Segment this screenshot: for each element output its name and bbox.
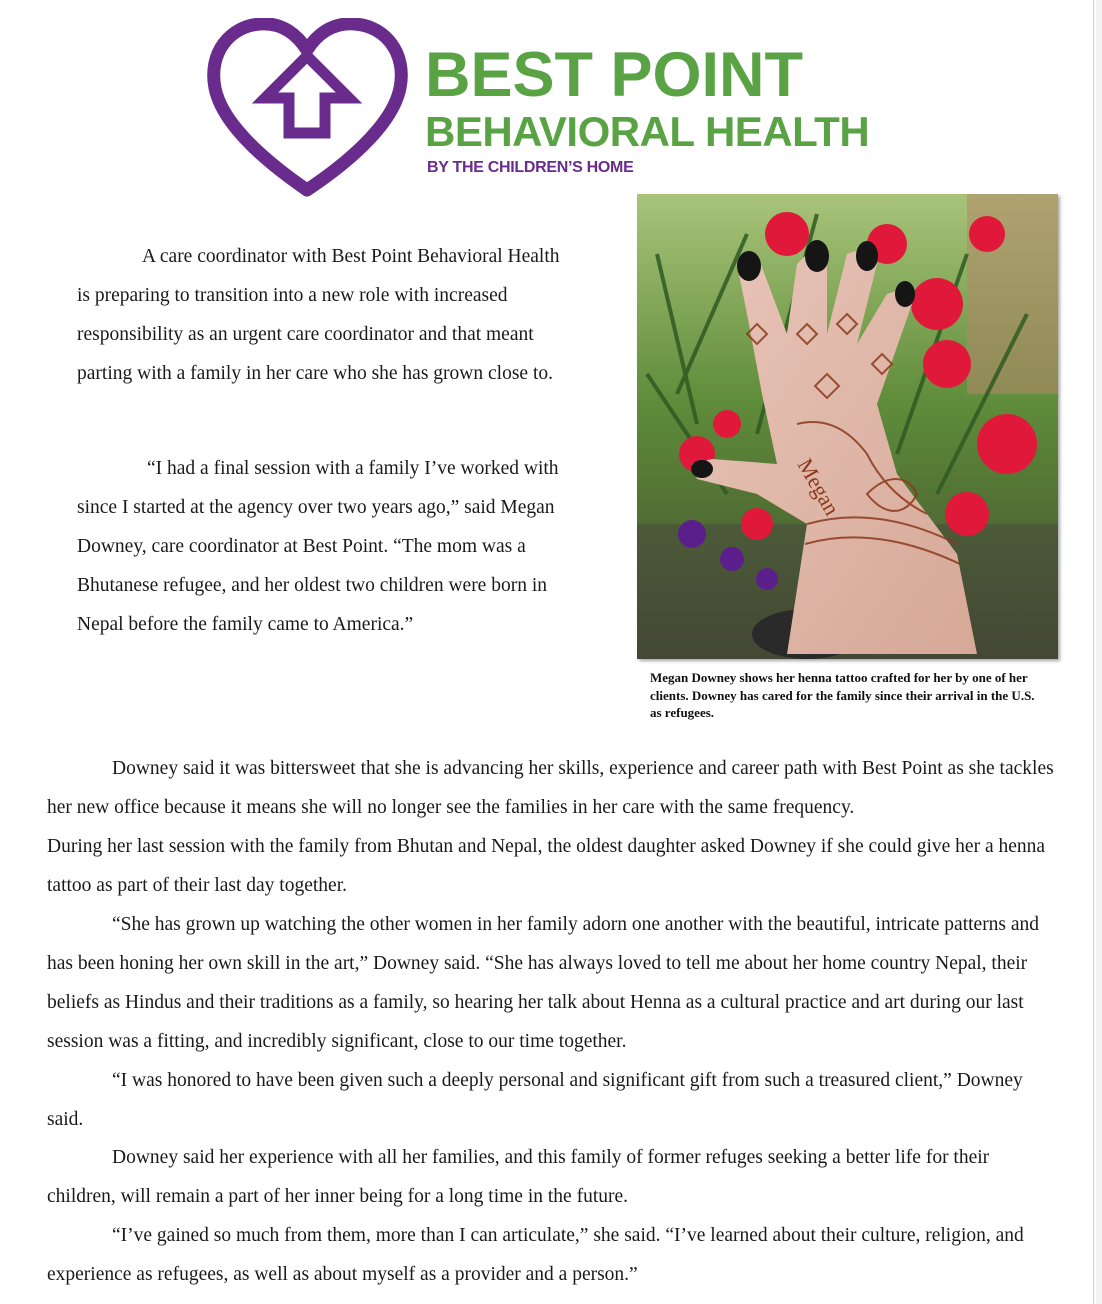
body-paragraph-6: “I’ve gained so much from them, more than I can articulate,” she said. “I’ve learned about their culture, religion, and experience as refugees, as well as about myself as a provider and a person.”: [47, 1225, 1024, 1285]
page-gutter: [1096, 0, 1102, 1304]
body-paragraph-5: Downey said her experience with all her families, and this family of former refuges seeking a better life for their children, will remain a part of her inner being for a long time in the future.: [47, 1147, 990, 1207]
body-paragraph-4: “I was honored to have been given such a deeply personal and significant gift from such a treasured client,” Downey said.: [47, 1070, 1023, 1130]
brand-tagline: BY THE CHILDREN’S HOME: [427, 159, 634, 176]
body-paragraph-3: “She has grown up watching the other women in her family adorn one another with the beautiful, intricate patterns and has been honing her own skill in the art,” Downey said. “She has always loved to tell me about her home country Nepal, their beliefs as Hindus and their traditions as a family, so hearing her talk about Henna as a cultural practice and art during our last session was a fitting, and incredibly significant, close to our time together.: [47, 914, 1040, 1052]
page-edge: [1093, 0, 1094, 1304]
body-paragraph-1: Downey said it was bittersweet that she is advancing her skills, experience and career path with Best Point as she tackles her new office because it means she will no longer see the families in her care with the same frequency.: [47, 758, 1054, 818]
henna-hand-photo: [637, 194, 1058, 659]
svg-text:Megan: Megan: [792, 454, 845, 520]
photo-caption: Megan Downey shows her henna tattoo crafted for her by one of her clients. Downey has cared for the family since their arrival in the U.S. as refugees.: [650, 670, 1035, 720]
intro-paragraph-2: “I had a final session with a family I’ve worked with since I started at the agency over two years ago,” said Megan Downey, care coordinator at Best Point. “The mom was a Bhutanese refugee, and her oldest two children were born in Nepal before the family came to America.”: [77, 458, 559, 635]
body-paragraph-2: During her last session with the family from Bhutan and Nepal, the oldest daughter asked Downey if she could give her a henna tattoo as part of their last day together.: [47, 836, 1046, 896]
brand-name: BEST POINT: [425, 40, 804, 110]
henna-hand-image: [637, 194, 1058, 659]
brand-subtitle: BEHAVIORAL HEALTH: [425, 108, 870, 155]
heart-with-up-arrow-icon: [205, 18, 410, 200]
intro-paragraph-1: A care coordinator with Best Point Behavioral Health is preparing to transition into a new role with increased responsibility as an urgent care coordinator and that meant parting with a family in her care who she has grown close to.: [77, 246, 560, 384]
